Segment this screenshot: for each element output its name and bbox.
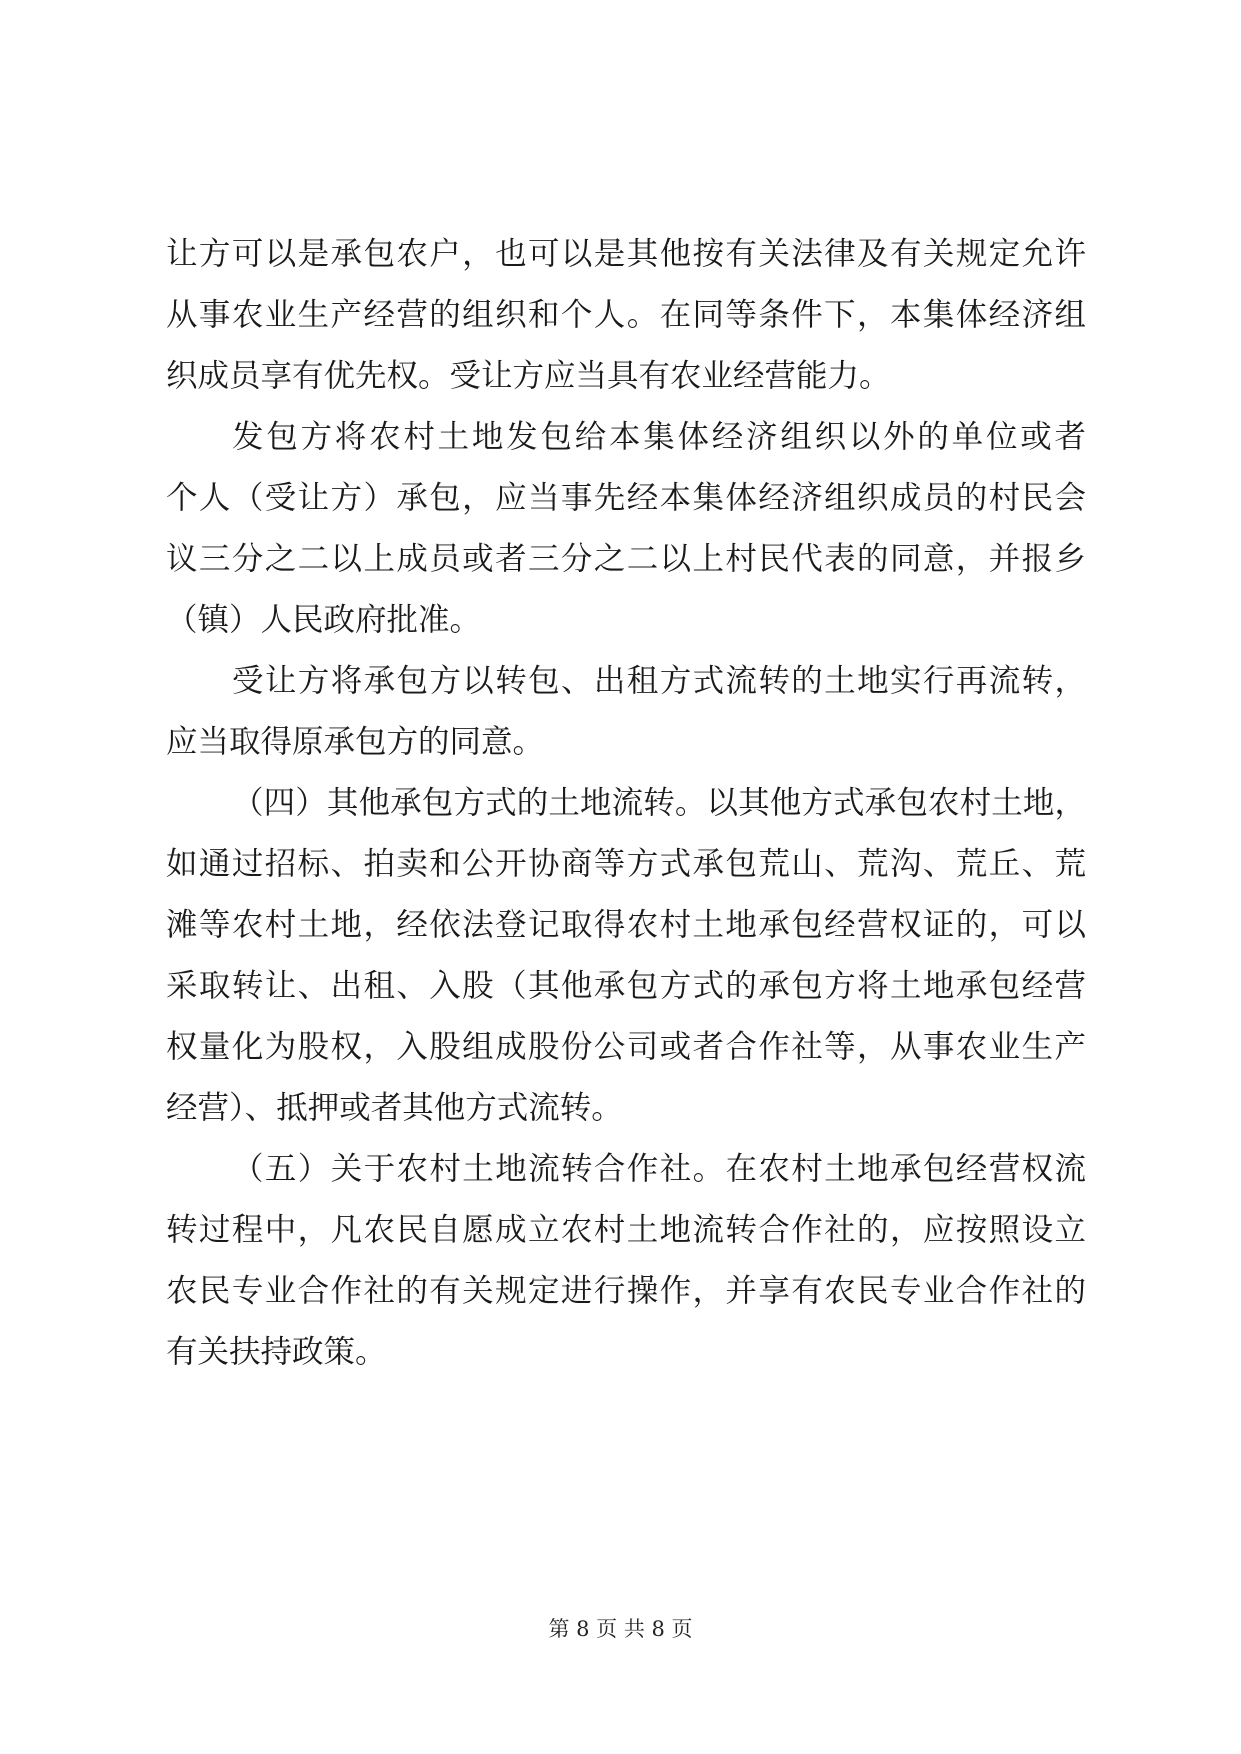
paragraph-line: 转过程中，凡农民自愿成立农村土地流转合作社的，应按照设立 [166,1212,1086,1248]
paragraph-line: 滩等农村土地，经依法登记取得农村土地承包经营权证的，可以 [166,907,1086,943]
paragraph-line: 经营）、抵押或者其他方式流转。 [166,1090,623,1126]
page-footer [0,1614,1241,1644]
paragraph-line: 采取转让、出租、入股（其他承包方式的承包方将土地承包经营 [166,968,1086,1004]
paragraph-line: （镇）人民政府批准。 [166,602,482,638]
paragraph-line: 个人（受让方）承包，应当事先经本集体经济组织成员的村民会 [166,480,1086,516]
paragraph-line: 农民专业合作社的有关规定进行操作，并享有农民专业合作社的 [166,1273,1086,1309]
paragraph-line: 发包方将农村土地发包给本集体经济组织以外的单位或者 [232,419,1086,455]
paragraph-line: 有关扶持政策。 [166,1334,387,1370]
paragraph-line: 如通过招标、拍卖和公开协商等方式承包荒山、荒沟、荒丘、荒 [166,846,1086,882]
paragraph-line: 权量化为股权，入股组成股份公司或者合作社等，从事农业生产 [166,1029,1086,1065]
paragraph-line: 应当取得原承包方的同意。 [166,724,545,760]
paragraph-line: 从事农业生产经营的组织和个人。在同等条件下，本集体经济组 [166,297,1086,333]
paragraph-line: （四）其他承包方式的土地流转。以其他方式承包农村土地， [232,785,1086,821]
page-number: 第 8 页 共 8 页 [548,1617,693,1641]
paragraph-line: 议三分之二以上成员或者三分之二以上村民代表的同意，并报乡 [166,541,1086,577]
paragraph-line: （五）关于农村土地流转合作社。在农村土地承包经营权流 [232,1151,1086,1187]
paragraph-line: 受让方将承包方以转包、出租方式流转的土地实行再流转， [232,663,1086,699]
body-text [166,224,1086,1383]
paragraph-line: 让方可以是承包农户，也可以是其他按有关法律及有关规定允许 [166,236,1086,272]
paragraph-line: 织成员享有优先权。受让方应当具有农业经营能力。 [166,358,891,394]
